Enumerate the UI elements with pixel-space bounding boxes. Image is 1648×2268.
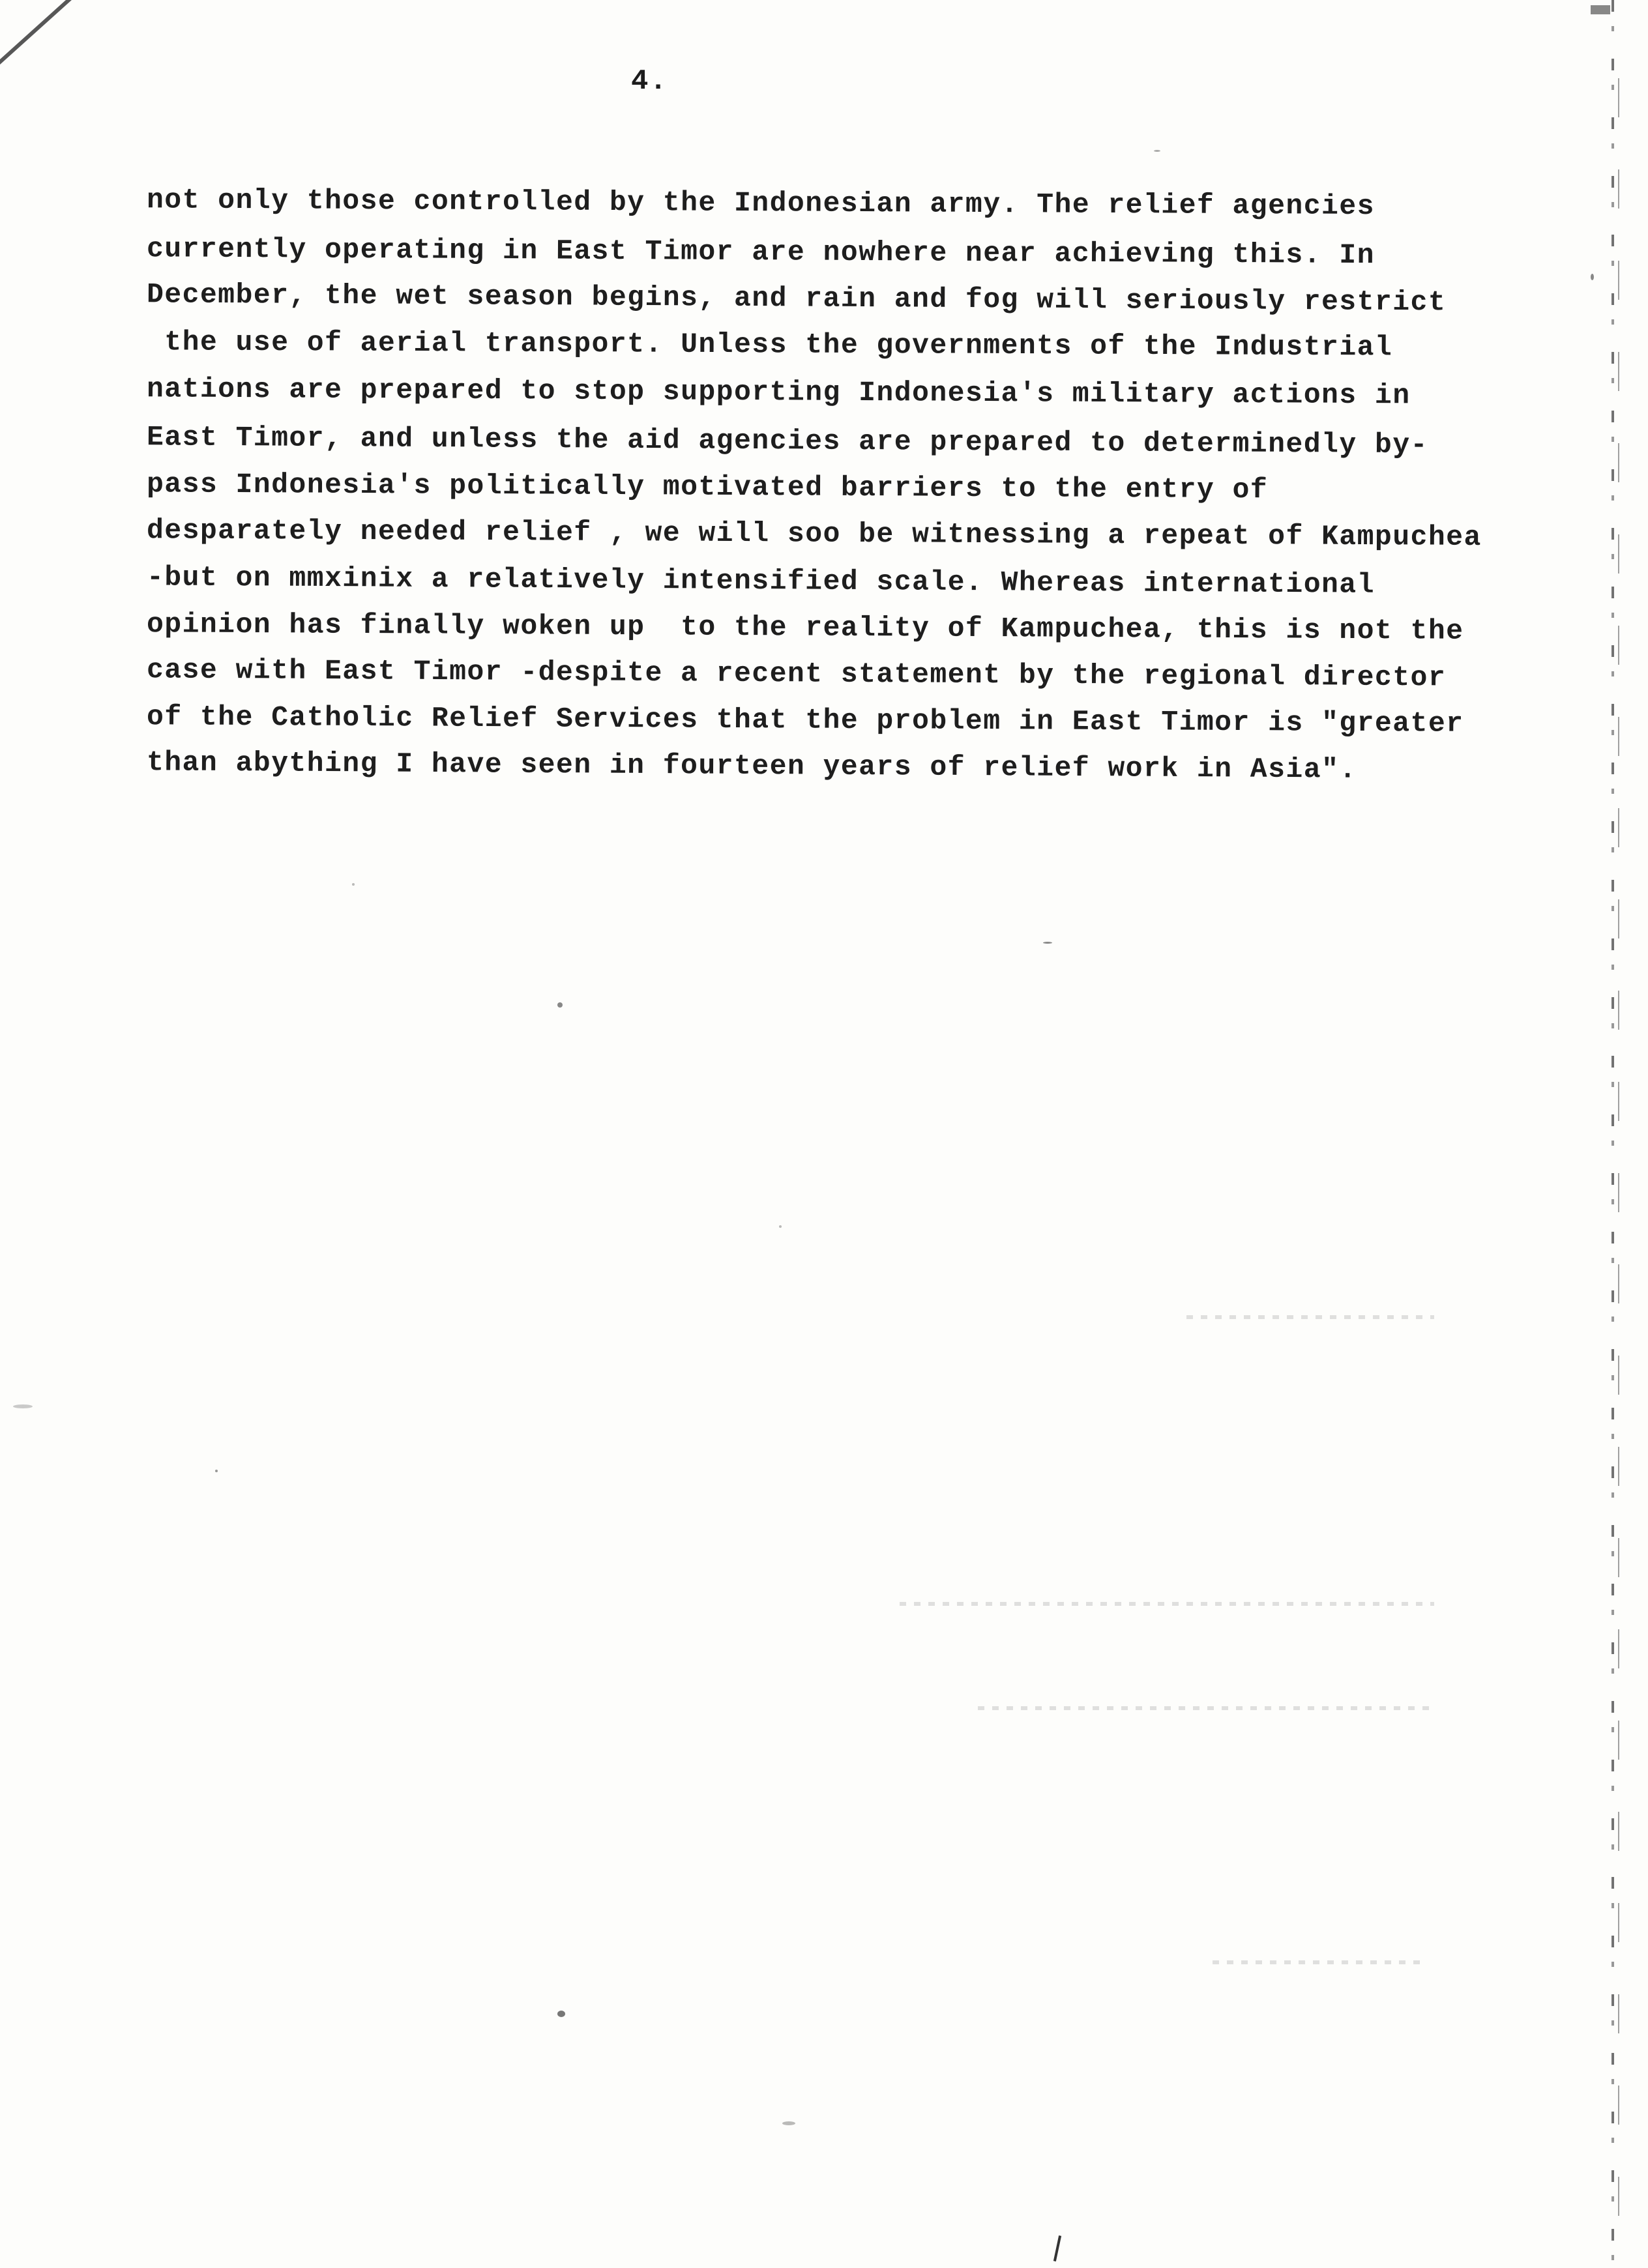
text-line: not only those controlled by the Indonesian army. The relief agencies <box>146 184 1376 223</box>
scan-speck <box>1154 150 1160 152</box>
top-right-scan-mark <box>1591 5 1610 14</box>
text-line: East Timor, and unless the aid agencies are prepared to determinedly by- <box>146 421 1429 461</box>
scan-speck <box>352 883 355 886</box>
text-line: nations are prepared to stop supporting Indonesia's military actions in <box>146 373 1411 412</box>
text-line: -but on mmxinix a relatively intensified scale. Whereas international <box>146 561 1376 601</box>
scan-speck <box>557 1002 563 1008</box>
text-line: pass Indonesia's politically motivated barriers to the entry of <box>146 468 1269 506</box>
scan-speck <box>13 1404 33 1408</box>
scan-speck <box>779 1225 782 1228</box>
text-line: December, the wet season begins, and rain and fog will seriously restrict <box>146 278 1447 319</box>
text-line: of the Catholic Relief Services that the problem in East Timor is "greater <box>146 701 1464 740</box>
scan-speck <box>1043 942 1052 944</box>
corner-scan-streak <box>0 0 104 75</box>
scan-speck <box>215 1470 218 1472</box>
right-edge-scan-shadow <box>1611 0 1614 2268</box>
scan-speck <box>782 2121 795 2125</box>
text-line: currently operating in East Timor are nowhere near achieving this. In <box>146 233 1376 272</box>
text-line: than abything I have seen in fourteen years of relief work in Asia". <box>146 746 1357 786</box>
bottom-scan-mark <box>1053 2235 1061 2261</box>
show-through-mark <box>1186 1315 1434 1319</box>
scan-speck <box>557 2011 565 2017</box>
right-edge-scan-shadow-secondary <box>1618 78 1619 2229</box>
body-paragraph <box>147 177 1581 796</box>
page-number: 4. <box>631 65 668 98</box>
text-line: case with East Timor -despite a recent statement by the regional director <box>146 654 1447 694</box>
show-through-mark <box>1213 1960 1421 1964</box>
show-through-mark <box>978 1706 1434 1710</box>
show-through-mark <box>900 1602 1434 1606</box>
text-line: the use of aerial transport. Unless the governments of the Industrial <box>146 326 1393 364</box>
scan-speck <box>1591 274 1594 280</box>
text-line: opinion has finally woken up to the reality of Kampuchea, this is not the <box>146 608 1464 647</box>
text-line: desparately needed relief , we will soo be witnessing a repeat of Kampuchea <box>146 514 1482 553</box>
